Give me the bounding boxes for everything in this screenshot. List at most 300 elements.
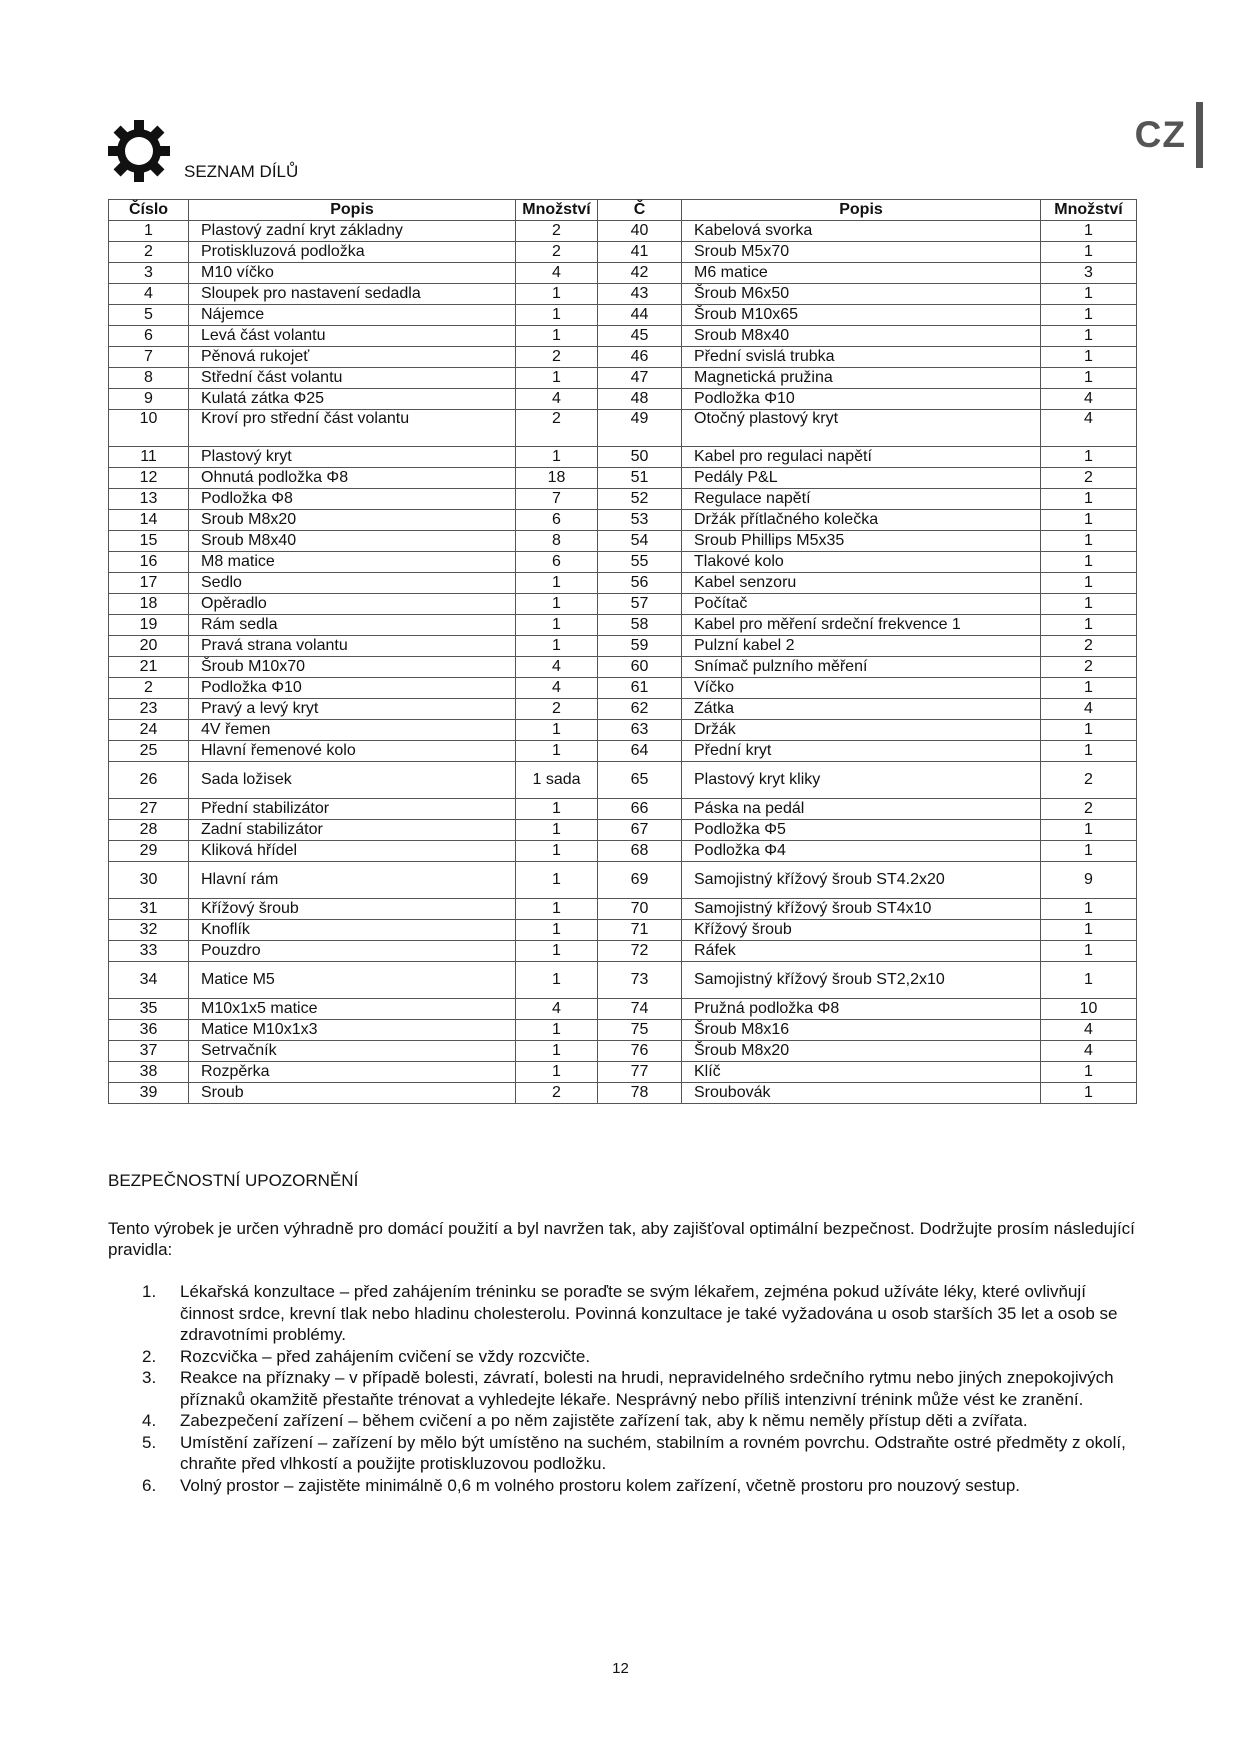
part-number-2: 57 (598, 594, 682, 615)
part-description: Protiskluzová podložka (189, 242, 516, 263)
part-quantity: 4 (516, 999, 598, 1020)
part-number: 28 (109, 820, 189, 841)
part-number: 38 (109, 1062, 189, 1083)
table-row (109, 263, 1137, 284)
table-row (109, 552, 1137, 573)
table-row (109, 1020, 1137, 1041)
part-quantity-2: 1 (1041, 720, 1137, 741)
part-description-2: Sroub M8x40 (682, 326, 1041, 347)
part-description-2: Podložka Φ5 (682, 820, 1041, 841)
part-number-2: 63 (598, 720, 682, 741)
part-quantity: 1 (516, 841, 598, 862)
part-quantity: 2 (516, 410, 598, 447)
part-description: Hlavní rám (189, 862, 516, 899)
part-quantity: 1 (516, 368, 598, 389)
parts-table (108, 199, 1137, 1104)
part-quantity-2: 4 (1041, 389, 1137, 410)
table-row (109, 862, 1137, 899)
part-quantity-2: 10 (1041, 999, 1137, 1020)
part-quantity: 6 (516, 552, 598, 573)
part-quantity: 2 (516, 221, 598, 242)
part-number: 1 (109, 221, 189, 242)
part-quantity-2: 1 (1041, 962, 1137, 999)
rule-text: Umístění zařízení – zařízení by mělo být umístěno na suchém, stabilním a rovném povrchu. Odstraňte ostré předměty z okolí, chraňte před vlhkostí a použijte protiskluzovou podložku. (180, 1432, 1126, 1473)
part-number-2: 60 (598, 657, 682, 678)
part-description-2: Zátka (682, 699, 1041, 720)
rule-text: Rozcvička – před zahájením cvičení se vždy rozcvičte. (180, 1346, 591, 1366)
part-quantity-2: 2 (1041, 636, 1137, 657)
part-quantity-2: 1 (1041, 899, 1137, 920)
part-description: Šroub M10x70 (189, 657, 516, 678)
part-number: 14 (109, 510, 189, 531)
part-number-2: 59 (598, 636, 682, 657)
part-number: 5 (109, 305, 189, 326)
part-number: 21 (109, 657, 189, 678)
part-quantity: 1 (516, 941, 598, 962)
part-quantity: 18 (516, 468, 598, 489)
part-description-2: Sroub Phillips M5x35 (682, 531, 1041, 552)
part-quantity-2: 1 (1041, 741, 1137, 762)
part-quantity: 1 (516, 799, 598, 820)
header-mnozstvi: Množství (516, 200, 598, 221)
part-description: M10 víčko (189, 263, 516, 284)
part-quantity: 1 (516, 594, 598, 615)
safety-rules-list (108, 1281, 1128, 1496)
table-row (109, 678, 1137, 699)
part-number-2: 69 (598, 862, 682, 899)
part-number: 33 (109, 941, 189, 962)
part-number: 34 (109, 962, 189, 999)
part-quantity: 1 (516, 820, 598, 841)
table-row (109, 573, 1137, 594)
part-description-2: Pružná podložka Φ8 (682, 999, 1041, 1020)
table-row (109, 1062, 1137, 1083)
part-description-2: Pulzní kabel 2 (682, 636, 1041, 657)
part-number: 11 (109, 447, 189, 468)
table-row (109, 741, 1137, 762)
part-quantity: 4 (516, 389, 598, 410)
part-quantity: 4 (516, 657, 598, 678)
part-number-2: 75 (598, 1020, 682, 1041)
part-description-2: Pedály P&L (682, 468, 1041, 489)
part-number: 2 (109, 242, 189, 263)
part-description: Sroub M8x20 (189, 510, 516, 531)
part-description-2: Snímač pulzního měření (682, 657, 1041, 678)
part-number: 35 (109, 999, 189, 1020)
part-number-2: 55 (598, 552, 682, 573)
part-quantity: 1 (516, 862, 598, 899)
table-row (109, 489, 1137, 510)
part-description-2: Tlakové kolo (682, 552, 1041, 573)
part-number-2: 50 (598, 447, 682, 468)
part-description-2: Otočný plastový kryt (682, 410, 1041, 447)
part-quantity-2: 3 (1041, 263, 1137, 284)
part-quantity: 2 (516, 242, 598, 263)
part-number: 29 (109, 841, 189, 862)
header-mnozstvi-2: Množství (1041, 200, 1137, 221)
rule-item (108, 1475, 1128, 1497)
part-quantity: 1 (516, 1041, 598, 1062)
table-row (109, 1041, 1137, 1062)
safety-title: BEZPEČNOSTNÍ UPOZORNĚNÍ (108, 1171, 359, 1190)
rule-text: Reakce na příznaky – v případě bolesti, závratí, bolesti na hrudi, nepravidelného srdečního rytmu nebo jiných znepokojivých příznaků okamžitě přestaňte trénovat a vyhledejte lékaře. Nesprávný nebo příliš intenzivní trénink může vést ke zranění. (180, 1368, 1114, 1409)
part-number: 4 (109, 284, 189, 305)
part-number: 30 (109, 862, 189, 899)
part-quantity: 7 (516, 489, 598, 510)
part-number: 27 (109, 799, 189, 820)
table-row (109, 468, 1137, 489)
part-description-2: Šroub M8x16 (682, 1020, 1041, 1041)
part-quantity-2: 2 (1041, 799, 1137, 820)
page-number: 12 (612, 1660, 629, 1677)
part-description-2: Sroub M5x70 (682, 242, 1041, 263)
rule-item (108, 1367, 1128, 1410)
part-description: Sedlo (189, 573, 516, 594)
part-description-2: Sroubovák (682, 1083, 1041, 1104)
part-quantity: 1 (516, 284, 598, 305)
part-quantity: 1 (516, 741, 598, 762)
rule-item (108, 1281, 1128, 1346)
table-row (109, 615, 1137, 636)
part-description: Sada ložisek (189, 762, 516, 799)
part-quantity: 1 (516, 447, 598, 468)
part-description-2: Kabel senzoru (682, 573, 1041, 594)
part-quantity-2: 2 (1041, 657, 1137, 678)
table-row (109, 762, 1137, 799)
part-quantity-2: 1 (1041, 326, 1137, 347)
part-description-2: Kabel pro měření srdeční frekvence 1 (682, 615, 1041, 636)
part-number: 23 (109, 699, 189, 720)
part-quantity-2: 1 (1041, 510, 1137, 531)
rule-number: 6. (142, 1475, 157, 1495)
rule-number: 1. (142, 1282, 157, 1301)
rule-item (108, 1346, 1128, 1368)
part-description: Kroví pro střední část volantu (189, 410, 516, 447)
table-row (109, 799, 1137, 820)
part-quantity: 1 sada (516, 762, 598, 799)
part-description: Zadní stabilizátor (189, 820, 516, 841)
rule-number: 4. (142, 1411, 157, 1430)
part-quantity: 1 (516, 920, 598, 941)
part-description-2: Křížový šroub (682, 920, 1041, 941)
table-row (109, 720, 1137, 741)
part-number-2: 77 (598, 1062, 682, 1083)
part-number: 18 (109, 594, 189, 615)
part-number: 36 (109, 1020, 189, 1041)
table-row (109, 510, 1137, 531)
table-row (109, 941, 1137, 962)
language-bar (1196, 102, 1203, 168)
part-description: Pravá strana volantu (189, 636, 516, 657)
part-number-2: 66 (598, 799, 682, 820)
part-number-2: 65 (598, 762, 682, 799)
part-description: Setrvačník (189, 1041, 516, 1062)
part-number-2: 42 (598, 263, 682, 284)
rule-item (108, 1410, 1128, 1432)
part-number-2: 67 (598, 820, 682, 841)
part-description: Levá část volantu (189, 326, 516, 347)
part-quantity-2: 9 (1041, 862, 1137, 899)
part-number: 12 (109, 468, 189, 489)
part-quantity-2: 4 (1041, 699, 1137, 720)
part-description-2: Klíč (682, 1062, 1041, 1083)
part-description: Plastový kryt (189, 447, 516, 468)
part-number-2: 56 (598, 573, 682, 594)
part-quantity: 8 (516, 531, 598, 552)
part-quantity-2: 1 (1041, 820, 1137, 841)
part-number-2: 72 (598, 941, 682, 962)
part-quantity-2: 1 (1041, 552, 1137, 573)
part-quantity: 1 (516, 1062, 598, 1083)
part-quantity: 1 (516, 962, 598, 999)
part-number-2: 41 (598, 242, 682, 263)
part-number: 39 (109, 1083, 189, 1104)
part-description-2: Ráfek (682, 941, 1041, 962)
part-quantity-2: 1 (1041, 347, 1137, 368)
rule-number: 2. (142, 1346, 157, 1366)
part-description: Přední stabilizátor (189, 799, 516, 820)
part-description-2: Podložka Φ4 (682, 841, 1041, 862)
table-row (109, 368, 1137, 389)
part-number: 25 (109, 741, 189, 762)
part-number-2: 71 (598, 920, 682, 941)
table-row (109, 410, 1137, 447)
part-description-2: Přední kryt (682, 741, 1041, 762)
part-description: Kulatá zátka Φ25 (189, 389, 516, 410)
part-quantity-2: 1 (1041, 284, 1137, 305)
part-number: 15 (109, 531, 189, 552)
part-number-2: 44 (598, 305, 682, 326)
part-description-2: Šroub M8x20 (682, 1041, 1041, 1062)
part-description-2: Počítač (682, 594, 1041, 615)
part-quantity: 1 (516, 305, 598, 326)
table-row (109, 594, 1137, 615)
part-number: 20 (109, 636, 189, 657)
rule-text: Zabezpečení zařízení – během cvičení a po něm zajistěte zařízení tak, aby k němu neměly přístup děti a zvířata. (180, 1411, 1028, 1430)
rule-number: 3. (142, 1368, 157, 1387)
part-quantity-2: 4 (1041, 410, 1137, 447)
part-number-2: 49 (598, 410, 682, 447)
part-number: 24 (109, 720, 189, 741)
part-quantity-2: 1 (1041, 1062, 1137, 1083)
table-row (109, 305, 1137, 326)
part-quantity-2: 2 (1041, 762, 1137, 799)
header-c: Č (598, 200, 682, 221)
part-description: Matice M10x1x3 (189, 1020, 516, 1041)
part-quantity-2: 1 (1041, 221, 1137, 242)
table-row (109, 920, 1137, 941)
part-description-2: Samojistný křížový šroub ST2,2x10 (682, 962, 1041, 999)
part-number-2: 52 (598, 489, 682, 510)
part-number: 10 (109, 410, 189, 447)
part-number-2: 48 (598, 389, 682, 410)
part-quantity: 2 (516, 347, 598, 368)
parts-table-body (109, 221, 1137, 1104)
part-description-2: Kabelová svorka (682, 221, 1041, 242)
table-row (109, 221, 1137, 242)
part-number-2: 62 (598, 699, 682, 720)
part-number-2: 40 (598, 221, 682, 242)
part-quantity: 1 (516, 615, 598, 636)
rule-text: Lékařská konzultace – před zahájením tréninku se poraďte se svým lékařem, zejména pokud užíváte léky, které ovlivňují činnost srdce, krevní tlak nebo hladinu cholesterolu. Povinná konzultace je také vyžadována u osob starších 35 let a osob se zdravotními problémy. (180, 1282, 1118, 1344)
part-quantity-2: 2 (1041, 468, 1137, 489)
rule-number: 5. (142, 1432, 157, 1452)
part-number: 6 (109, 326, 189, 347)
part-description: Podložka Φ8 (189, 489, 516, 510)
part-quantity-2: 1 (1041, 531, 1137, 552)
part-quantity-2: 1 (1041, 594, 1137, 615)
safety-intro: Tento výrobek je určen výhradně pro domácí použití a byl navržen tak, aby zajišťoval optimální bezpečnost. Dodržujte prosím následující pravidla: (108, 1219, 1135, 1259)
part-number-2: 54 (598, 531, 682, 552)
table-row (109, 962, 1137, 999)
table-row (109, 820, 1137, 841)
part-description: Matice M5 (189, 962, 516, 999)
part-number-2: 47 (598, 368, 682, 389)
part-quantity-2: 1 (1041, 615, 1137, 636)
part-number-2: 45 (598, 326, 682, 347)
part-number: 37 (109, 1041, 189, 1062)
table-row (109, 242, 1137, 263)
header-cislo: Číslo (109, 200, 189, 221)
part-quantity-2: 1 (1041, 841, 1137, 862)
part-description: Rozpěrka (189, 1062, 516, 1083)
part-number-2: 43 (598, 284, 682, 305)
part-description: Křížový šroub (189, 899, 516, 920)
part-quantity: 1 (516, 326, 598, 347)
table-row (109, 699, 1137, 720)
part-quantity: 2 (516, 699, 598, 720)
part-description-2: Držák (682, 720, 1041, 741)
part-description: M8 matice (189, 552, 516, 573)
part-description-2: Regulace napětí (682, 489, 1041, 510)
part-quantity: 1 (516, 636, 598, 657)
part-quantity: 1 (516, 720, 598, 741)
table-row (109, 636, 1137, 657)
part-number-2: 73 (598, 962, 682, 999)
part-description: Sroub M8x40 (189, 531, 516, 552)
part-quantity-2: 1 (1041, 678, 1137, 699)
table-row (109, 657, 1137, 678)
language-label: CZ (1134, 114, 1186, 155)
part-description: Sloupek pro nastavení sedadla (189, 284, 516, 305)
part-description: Pouzdro (189, 941, 516, 962)
part-number: 17 (109, 573, 189, 594)
part-description-2: Magnetická pružina (682, 368, 1041, 389)
part-description: Opěradlo (189, 594, 516, 615)
part-description: Sroub (189, 1083, 516, 1104)
part-description-2: Šroub M6x50 (682, 284, 1041, 305)
part-quantity: 4 (516, 263, 598, 284)
part-quantity: 1 (516, 573, 598, 594)
part-quantity: 4 (516, 678, 598, 699)
part-quantity-2: 4 (1041, 1020, 1137, 1041)
part-number: 9 (109, 389, 189, 410)
part-number-2: 51 (598, 468, 682, 489)
gear-icon (106, 118, 172, 184)
part-quantity: 1 (516, 899, 598, 920)
part-number: 26 (109, 762, 189, 799)
table-row (109, 531, 1137, 552)
part-description: Pěnová rukojeť (189, 347, 516, 368)
part-description-2: Podložka Φ10 (682, 389, 1041, 410)
table-row (109, 326, 1137, 347)
part-number: 3 (109, 263, 189, 284)
part-description-2: Šroub M10x65 (682, 305, 1041, 326)
part-number: 7 (109, 347, 189, 368)
rule-text: Volný prostor – zajistěte minimálně 0,6 m volného prostoru kolem zařízení, včetně prostoru pro nouzový sestup. (180, 1475, 1021, 1495)
part-number: 2 (109, 678, 189, 699)
part-description: Knoflík (189, 920, 516, 941)
part-number: 19 (109, 615, 189, 636)
part-quantity-2: 1 (1041, 368, 1137, 389)
table-row (109, 389, 1137, 410)
rule-item (108, 1432, 1128, 1475)
part-quantity-2: 1 (1041, 920, 1137, 941)
part-number: 32 (109, 920, 189, 941)
part-quantity: 1 (516, 1020, 598, 1041)
part-number-2: 64 (598, 741, 682, 762)
part-quantity-2: 1 (1041, 489, 1137, 510)
part-description: Pravý a levý kryt (189, 699, 516, 720)
part-quantity-2: 1 (1041, 573, 1137, 594)
part-quantity-2: 1 (1041, 305, 1137, 326)
table-row (109, 1083, 1137, 1104)
table-row (109, 841, 1137, 862)
part-description-2: Přední svislá trubka (682, 347, 1041, 368)
part-quantity: 6 (516, 510, 598, 531)
part-number-2: 76 (598, 1041, 682, 1062)
part-description-2: Páska na pedál (682, 799, 1041, 820)
table-row (109, 899, 1137, 920)
table-row (109, 347, 1137, 368)
part-number-2: 70 (598, 899, 682, 920)
part-description: Kliková hřídel (189, 841, 516, 862)
part-description-2: M6 matice (682, 263, 1041, 284)
header-popis-2: Popis (682, 200, 1041, 221)
part-description: Nájemce (189, 305, 516, 326)
part-number-2: 61 (598, 678, 682, 699)
part-number: 16 (109, 552, 189, 573)
part-number: 31 (109, 899, 189, 920)
part-number: 8 (109, 368, 189, 389)
part-quantity-2: 1 (1041, 941, 1137, 962)
part-quantity-2: 4 (1041, 1041, 1137, 1062)
part-description-2: Kabel pro regulaci napětí (682, 447, 1041, 468)
part-description-2: Držák přítlačného kolečka (682, 510, 1041, 531)
section-title: SEZNAM DÍLŮ (184, 162, 299, 181)
table-row (109, 447, 1137, 468)
part-number-2: 68 (598, 841, 682, 862)
part-description-2: Samojistný křížový šroub ST4x10 (682, 899, 1041, 920)
part-description: Rám sedla (189, 615, 516, 636)
part-quantity-2: 1 (1041, 242, 1137, 263)
part-description: M10x1x5 matice (189, 999, 516, 1020)
part-number-2: 53 (598, 510, 682, 531)
part-description-2: Víčko (682, 678, 1041, 699)
part-description: Hlavní řemenové kolo (189, 741, 516, 762)
part-description: Podložka Φ10 (189, 678, 516, 699)
table-row (109, 284, 1137, 305)
table-header-row (109, 200, 1137, 221)
part-quantity-2: 1 (1041, 447, 1137, 468)
part-description: 4V řemen (189, 720, 516, 741)
part-number-2: 58 (598, 615, 682, 636)
table-row (109, 999, 1137, 1020)
part-description: Střední část volantu (189, 368, 516, 389)
part-number: 13 (109, 489, 189, 510)
part-description-2: Samojistný křížový šroub ST4.2x20 (682, 862, 1041, 899)
part-number-2: 46 (598, 347, 682, 368)
